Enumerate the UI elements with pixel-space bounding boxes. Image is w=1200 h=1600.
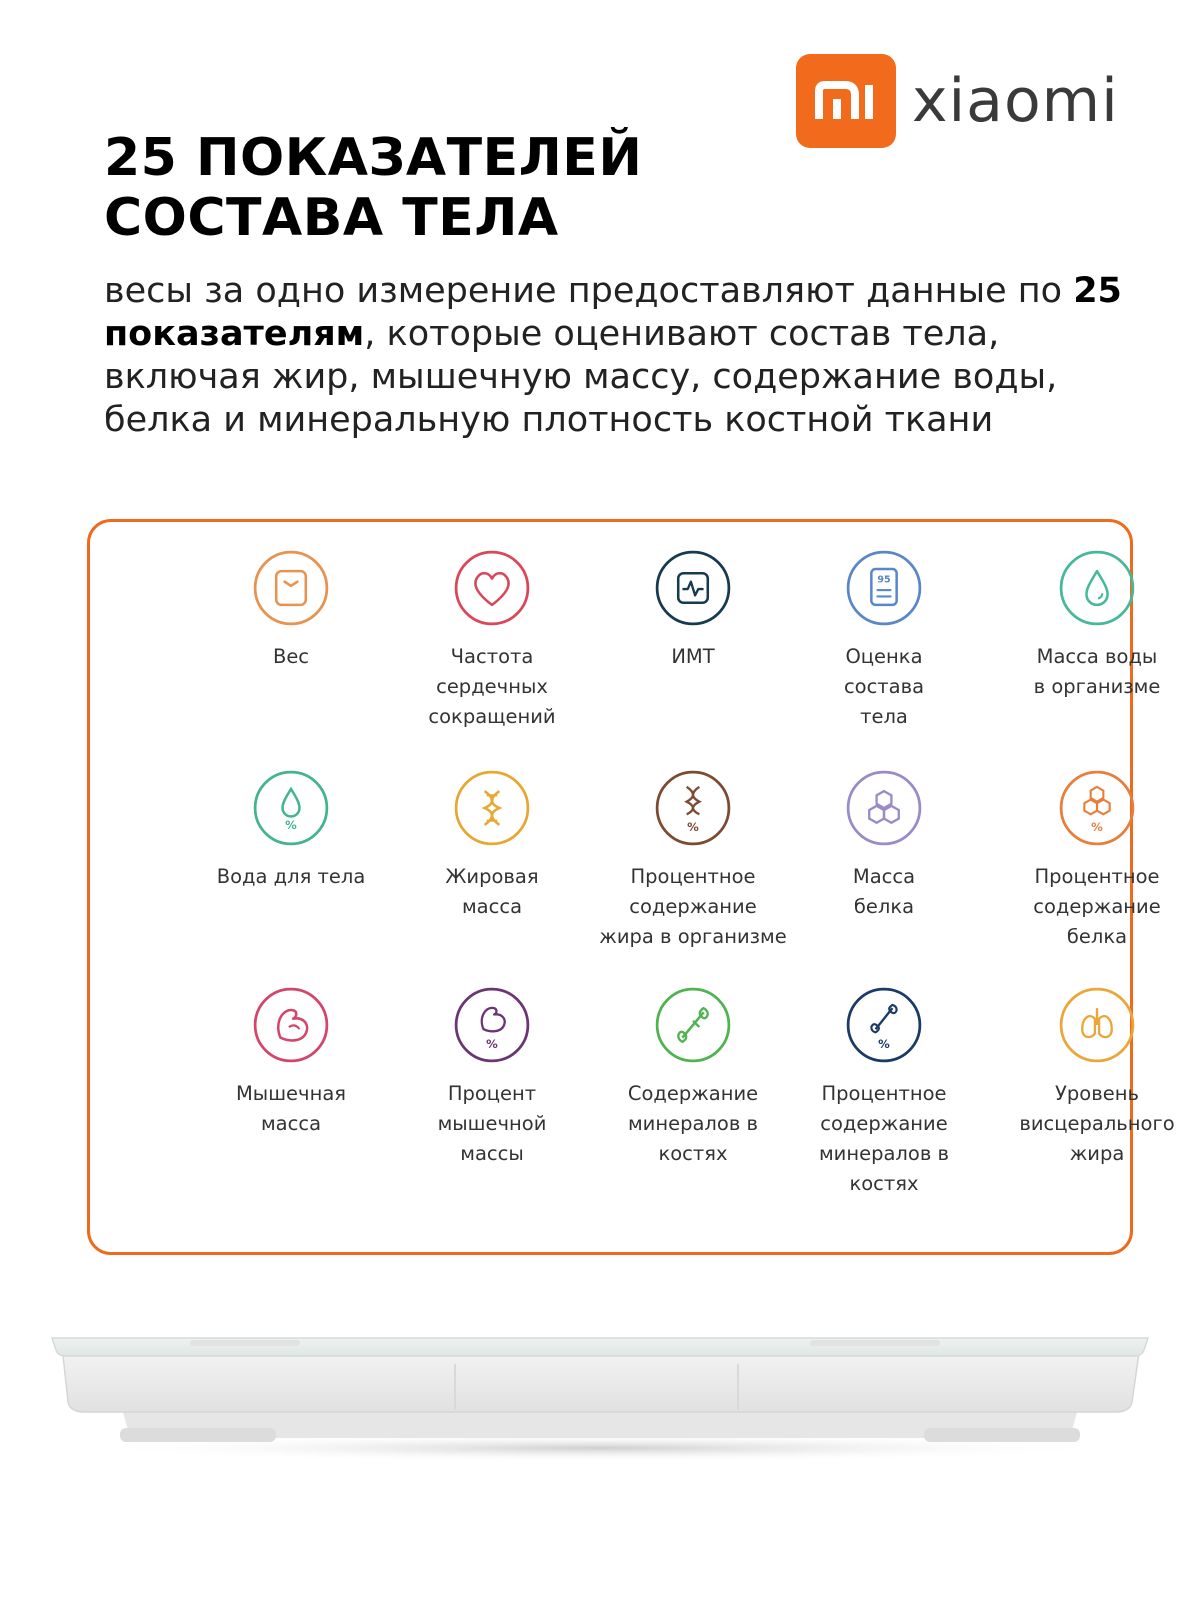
metric-item: [583, 770, 803, 952]
metric-item: [583, 550, 803, 672]
metric-item: [987, 987, 1200, 1169]
metric-item: [181, 987, 401, 1139]
metric-label: Процентное содержание жира в организме: [599, 865, 787, 948]
protein-icon: [846, 770, 922, 846]
muscle-percent-icon: [454, 987, 530, 1063]
metric-item: [774, 550, 994, 732]
water-drop-icon: [1059, 550, 1135, 626]
metric-item: [774, 770, 994, 922]
metric-label: Жировая масса: [445, 865, 539, 918]
metric-label: Масса белка: [852, 865, 916, 918]
brand-name: xiaomi: [912, 66, 1119, 136]
svg-text:%: %: [1091, 820, 1103, 835]
description-highlight: 25 показателям: [104, 271, 1122, 354]
metric-label: Процент мышечной массы: [437, 1082, 547, 1165]
muscle-icon: [253, 987, 329, 1063]
description-part-1: весы за одно измерение предоставляют данные по: [104, 271, 1074, 311]
title-line-2: СОСТАВА ТЕЛА: [104, 188, 559, 248]
metric-item: [181, 770, 401, 892]
pulse-icon: [655, 550, 731, 626]
xiaomi-logo: [796, 54, 1119, 148]
svg-text:%: %: [687, 820, 699, 835]
score-card-icon: [846, 550, 922, 626]
protein-percent-icon: [1059, 770, 1135, 846]
smart-scale-image: [50, 1330, 1150, 1480]
metric-label: Вода для тела: [216, 865, 366, 888]
metric-label: Масса воды в организме: [1033, 645, 1161, 698]
description: [104, 270, 1164, 442]
water-percent-icon: [253, 770, 329, 846]
dna-percent-icon: [655, 770, 731, 846]
metric-label: Уровень висцерального жира: [1019, 1082, 1175, 1165]
bone-percent-icon: [846, 987, 922, 1063]
metric-item: [987, 550, 1200, 702]
metric-item: [382, 987, 602, 1169]
heart-icon: [454, 550, 530, 626]
metric-label: Частота сердечных сокращений: [428, 645, 556, 728]
bone-icon: [655, 987, 731, 1063]
metric-label: Оценка состава тела: [843, 645, 925, 728]
metric-label: Мышечная масса: [235, 1082, 346, 1135]
metric-label: Процентное содержание минералов в костях: [818, 1082, 950, 1195]
metric-item: [583, 987, 803, 1169]
svg-text:%: %: [486, 1037, 498, 1052]
title-line-1: 25 ПОКАЗАТЕЛЕЙ: [104, 128, 643, 188]
svg-text:%: %: [285, 818, 297, 833]
page-title: [104, 128, 642, 248]
description-part-2: , которые оценивают состав тела, включая жир, мышечную массу, содержание воды, белка и минеральную плотность костной ткани: [104, 314, 1058, 440]
metric-item: [181, 550, 401, 672]
metric-item: [382, 550, 602, 732]
metrics-panel: [87, 519, 1175, 1255]
mi-mark-icon: [815, 81, 877, 121]
svg-text:95: 95: [877, 574, 891, 586]
metric-label: ИМТ: [671, 645, 715, 668]
metric-label: Содержание минералов в костях: [627, 1082, 759, 1165]
mi-badge: [796, 54, 896, 148]
scale-icon: [253, 550, 329, 626]
lungs-icon: [1059, 987, 1135, 1063]
dna-icon: [454, 770, 530, 846]
svg-text:%: %: [878, 1037, 890, 1052]
metric-item: [382, 770, 602, 922]
metric-label: Вес: [272, 645, 310, 668]
metric-item: [774, 987, 994, 1199]
metric-item: [987, 770, 1200, 952]
metric-label: Процентное содержание белка: [1033, 865, 1161, 948]
